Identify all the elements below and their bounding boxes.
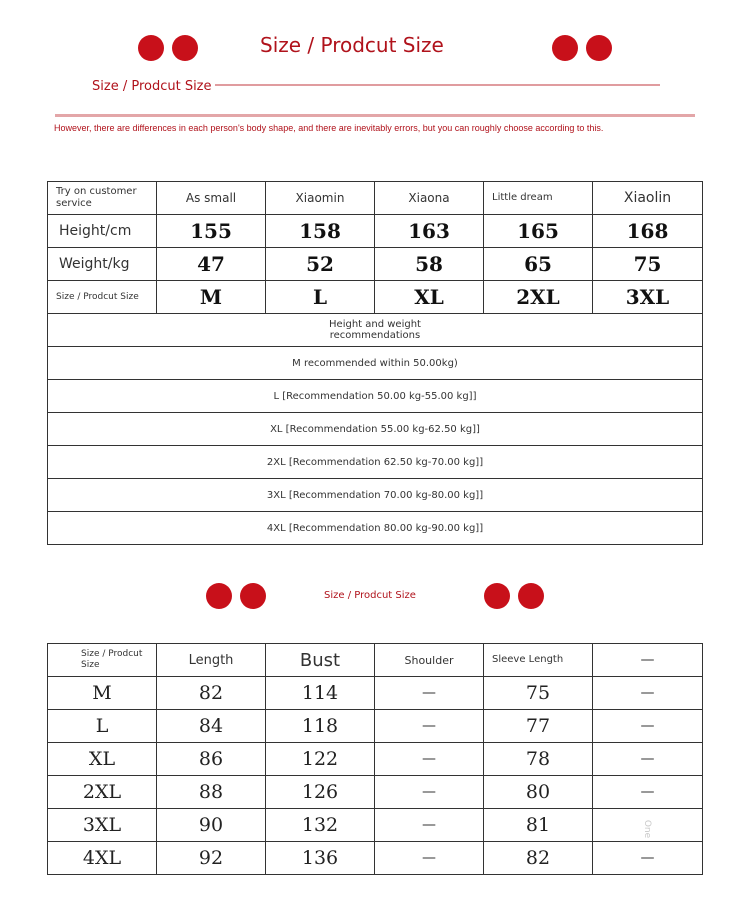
size-cell: M	[48, 677, 157, 710]
column-header: Shoulder	[375, 644, 484, 677]
decorative-dot	[552, 35, 578, 61]
table-cell: 155	[157, 215, 266, 248]
table-row	[48, 446, 703, 479]
table-cell: 82	[484, 842, 593, 875]
table-cell: L	[266, 281, 375, 314]
table-row	[48, 413, 703, 446]
table-cell: —	[375, 809, 484, 842]
table-cell: 2XL	[484, 281, 593, 314]
decorative-dot	[138, 35, 164, 61]
table-row	[48, 743, 703, 776]
table-cell: 84	[157, 710, 266, 743]
table-cell: 86	[157, 743, 266, 776]
table-cell: 75	[484, 677, 593, 710]
recommendation-row: L [Recommendation 50.00 kg-55.00 kg]]	[48, 380, 703, 413]
subtitle: Size / Prodcut Size	[92, 79, 212, 94]
table-row	[48, 842, 703, 875]
table-row	[48, 314, 703, 347]
table-cell: 88	[157, 776, 266, 809]
column-header: Xiaomin	[266, 182, 375, 215]
table-row	[48, 281, 703, 314]
recommendation-title	[48, 314, 703, 347]
table-cell: 165	[484, 215, 593, 248]
table-cell: 168	[593, 215, 703, 248]
column-header: Xiaona	[375, 182, 484, 215]
decorative-dot	[518, 583, 544, 609]
table-cell: 158	[266, 215, 375, 248]
column-header: Little dream	[484, 182, 593, 215]
table-cell: XL	[375, 281, 484, 314]
decorative-dot	[586, 35, 612, 61]
table-cell: 114	[266, 677, 375, 710]
decorative-dot	[206, 583, 232, 609]
table-cell: 81	[484, 809, 593, 842]
table-cell: 65	[484, 248, 593, 281]
table-cell: 82	[157, 677, 266, 710]
table-cell: 47	[157, 248, 266, 281]
table-cell: —	[375, 743, 484, 776]
size-measurement-table	[47, 643, 703, 875]
garbled-line	[55, 114, 695, 117]
table-row	[48, 479, 703, 512]
table-cell: —	[375, 842, 484, 875]
row-label: Height/cm	[48, 215, 157, 248]
table-row	[48, 776, 703, 809]
table-cell	[593, 809, 703, 842]
table-row	[48, 380, 703, 413]
recommendation-row: M recommended within 50.00kg)	[48, 347, 703, 380]
table-row	[48, 215, 703, 248]
table-cell: —	[593, 842, 703, 875]
disclaimer-note: However, there are differences in each person's body shape, and there are inevitably errors, but you can roughly choose according to this.	[54, 123, 604, 133]
table-cell: 136	[266, 842, 375, 875]
row-label: Weight/kg	[48, 248, 157, 281]
table-cell: 3XL	[593, 281, 703, 314]
column-header: Try on customer service	[48, 182, 157, 215]
table-cell: —	[593, 677, 703, 710]
recommendation-title-text: Height and weight recommendations	[329, 319, 421, 341]
column-header: Bust	[266, 644, 375, 677]
recommendation-row: 4XL [Recommendation 80.00 kg-90.00 kg]]	[48, 512, 703, 545]
table-cell: M	[157, 281, 266, 314]
size-cell: L	[48, 710, 157, 743]
watermark: One	[642, 819, 653, 838]
recommendation-row: 2XL [Recommendation 62.50 kg-70.00 kg]]	[48, 446, 703, 479]
table-row	[48, 710, 703, 743]
table-cell: —	[375, 677, 484, 710]
column-header: Xiaolin	[593, 182, 703, 215]
garbled-line	[215, 84, 660, 86]
table-row	[48, 809, 703, 842]
size-cell: 3XL	[48, 809, 157, 842]
table-cell: —	[593, 743, 703, 776]
decorative-dot	[484, 583, 510, 609]
table-cell: 77	[484, 710, 593, 743]
table-cell: 58	[375, 248, 484, 281]
decorative-dot	[172, 35, 198, 61]
table-cell: 80	[484, 776, 593, 809]
size-cell: XL	[48, 743, 157, 776]
section-title: Size / Prodcut Size	[324, 590, 416, 601]
size-cell: 4XL	[48, 842, 157, 875]
column-header: —	[593, 644, 703, 677]
table-row	[48, 347, 703, 380]
column-header: Size / Prodcut Size	[48, 644, 157, 677]
table-row	[48, 248, 703, 281]
table-cell: 90	[157, 809, 266, 842]
column-header: Length	[157, 644, 266, 677]
column-header: As small	[157, 182, 266, 215]
table-cell: 75	[593, 248, 703, 281]
table-row	[48, 512, 703, 545]
table-cell: 163	[375, 215, 484, 248]
page-title: Size / Prodcut Size	[260, 33, 444, 57]
size-recommendation-table	[47, 181, 703, 545]
table-cell: —	[593, 776, 703, 809]
table-cell: 78	[484, 743, 593, 776]
table-cell: 92	[157, 842, 266, 875]
table-row	[48, 677, 703, 710]
table-cell: 126	[266, 776, 375, 809]
table-cell: —	[593, 710, 703, 743]
size-cell: 2XL	[48, 776, 157, 809]
table-header-row	[48, 644, 703, 677]
table-cell: 118	[266, 710, 375, 743]
table-cell: —	[375, 776, 484, 809]
table-cell: 132	[266, 809, 375, 842]
table-cell: 52	[266, 248, 375, 281]
table-cell: 122	[266, 743, 375, 776]
recommendation-row: XL [Recommendation 55.00 kg-62.50 kg]]	[48, 413, 703, 446]
recommendation-row: 3XL [Recommendation 70.00 kg-80.00 kg]]	[48, 479, 703, 512]
column-header: Sleeve Length	[484, 644, 593, 677]
table-cell: —	[375, 710, 484, 743]
table-header-row	[48, 182, 703, 215]
row-label: Size / Prodcut Size	[48, 281, 157, 314]
decorative-dot	[240, 583, 266, 609]
